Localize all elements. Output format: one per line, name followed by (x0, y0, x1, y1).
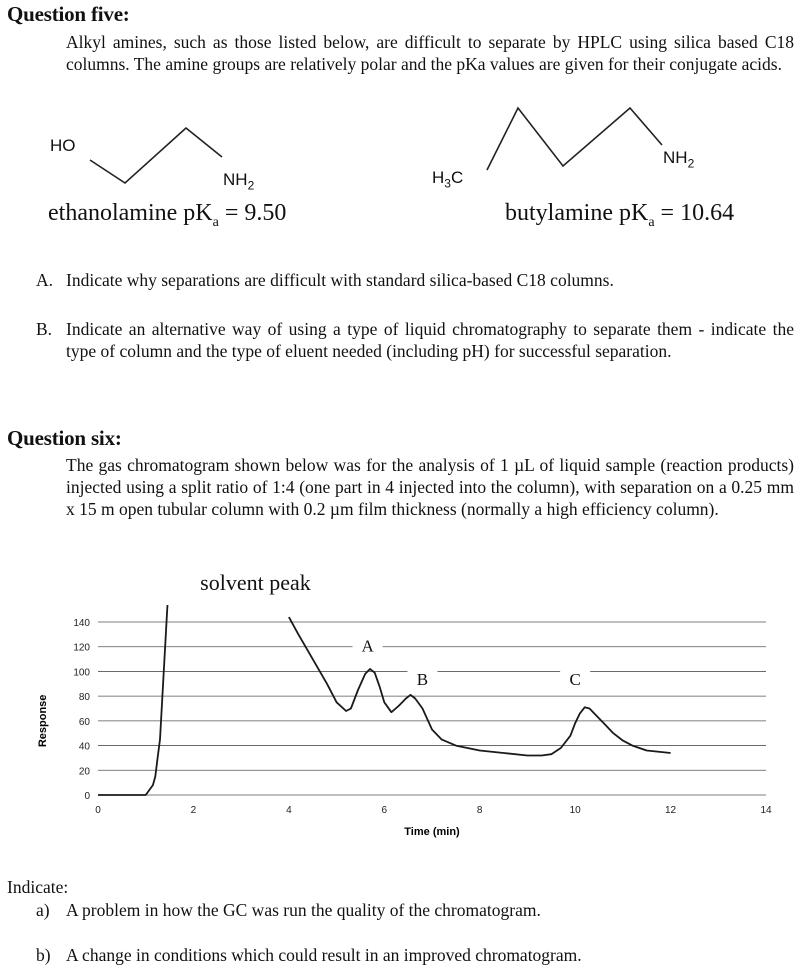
chromatogram-trace (289, 617, 671, 755)
x-tick-label: 10 (569, 805, 581, 816)
ethanolamine-pka: ethanolamine $pK_a = 9.50$ (48, 200, 287, 230)
q5-title: Question five: (7, 2, 130, 26)
indicate-label: Indicate: (7, 877, 69, 897)
chromatogram-chart (0, 560, 799, 850)
y-axis-label: Response (37, 694, 49, 748)
chromatogram-trace (98, 573, 170, 795)
x-tick-label: 0 (95, 805, 101, 816)
ethanolamine-ho-label: HO (50, 136, 76, 155)
q5-item-b-label: B. (36, 319, 53, 339)
q6-item-b-text: A change in conditions which could result in an improved chromatogram. (66, 945, 582, 965)
q6-item-b-label: b) (36, 945, 51, 965)
y-tick-label: 40 (78, 741, 90, 753)
q6-item-a-text: A problem in how the GC was run the quality of the chromatogram. (66, 900, 541, 920)
butylamine-h3c-label: $H_3C$ (432, 168, 464, 191)
y-tick-label: 100 (73, 667, 90, 679)
q5-item-b (36, 318, 794, 384)
q6-intro: The gas chromatogram shown below was for the analysis of 1 µL of liquid sample (reaction products) injected using a split ratio of 1:4 (one part in 4 injected into the column), with separation on a 0.25 mm x 15 m open tubular column with 0.2 µm film thickness (normally a high efficiency column). (66, 455, 794, 519)
y-tick-label: 60 (78, 716, 90, 728)
peak-label: C (569, 670, 581, 690)
q5-item-a-text: Indicate why separations are difficult with standard silica-based C18 columns. (66, 270, 614, 290)
q6-item-b (36, 944, 776, 966)
q5-item-a-label: A. (36, 270, 54, 290)
x-tick-label: 14 (760, 805, 772, 816)
x-tick-label: 6 (381, 805, 388, 816)
q6-title: Question six: (7, 426, 122, 450)
butylamine-nh2-label: $NH_2$ (663, 148, 695, 171)
q5-item-a (36, 269, 792, 291)
y-tick-label: 0 (84, 791, 90, 802)
x-tick-label: 8 (476, 805, 483, 816)
x-tick-label: 4 (286, 805, 292, 816)
x-axis-label: Time (min) (404, 826, 460, 838)
q5-intro: Alkyl amines, such as those listed below, are difficult to separate by HPLC using silica based C18 columns. The amine groups are relatively polar and the pKa values are given for their conjugate acids. (66, 32, 794, 74)
x-tick-label: 2 (190, 805, 197, 816)
peak-label: A (361, 636, 374, 656)
q6-item-a (36, 899, 776, 921)
butylamine-pka: butylamine $pK_a = 10.64$ (505, 200, 735, 230)
y-tick-label: 80 (78, 692, 90, 704)
y-tick-label: 20 (78, 766, 90, 778)
solvent-peak-label: solvent peak (200, 569, 311, 595)
ethanolamine-nh2-label: $NH_2$ (223, 170, 255, 193)
q5-item-b-text: Indicate an alternative way of using a type of liquid chromatography to separate them - indicate the type of column and the type of eluent needed (including pH) for successful separation. (66, 319, 794, 361)
y-tick-label: 140 (73, 618, 90, 629)
x-tick-label: 12 (665, 805, 677, 816)
y-tick-label: 120 (73, 642, 90, 654)
q6-item-a-label: a) (36, 900, 50, 920)
peak-label: B (416, 670, 429, 690)
